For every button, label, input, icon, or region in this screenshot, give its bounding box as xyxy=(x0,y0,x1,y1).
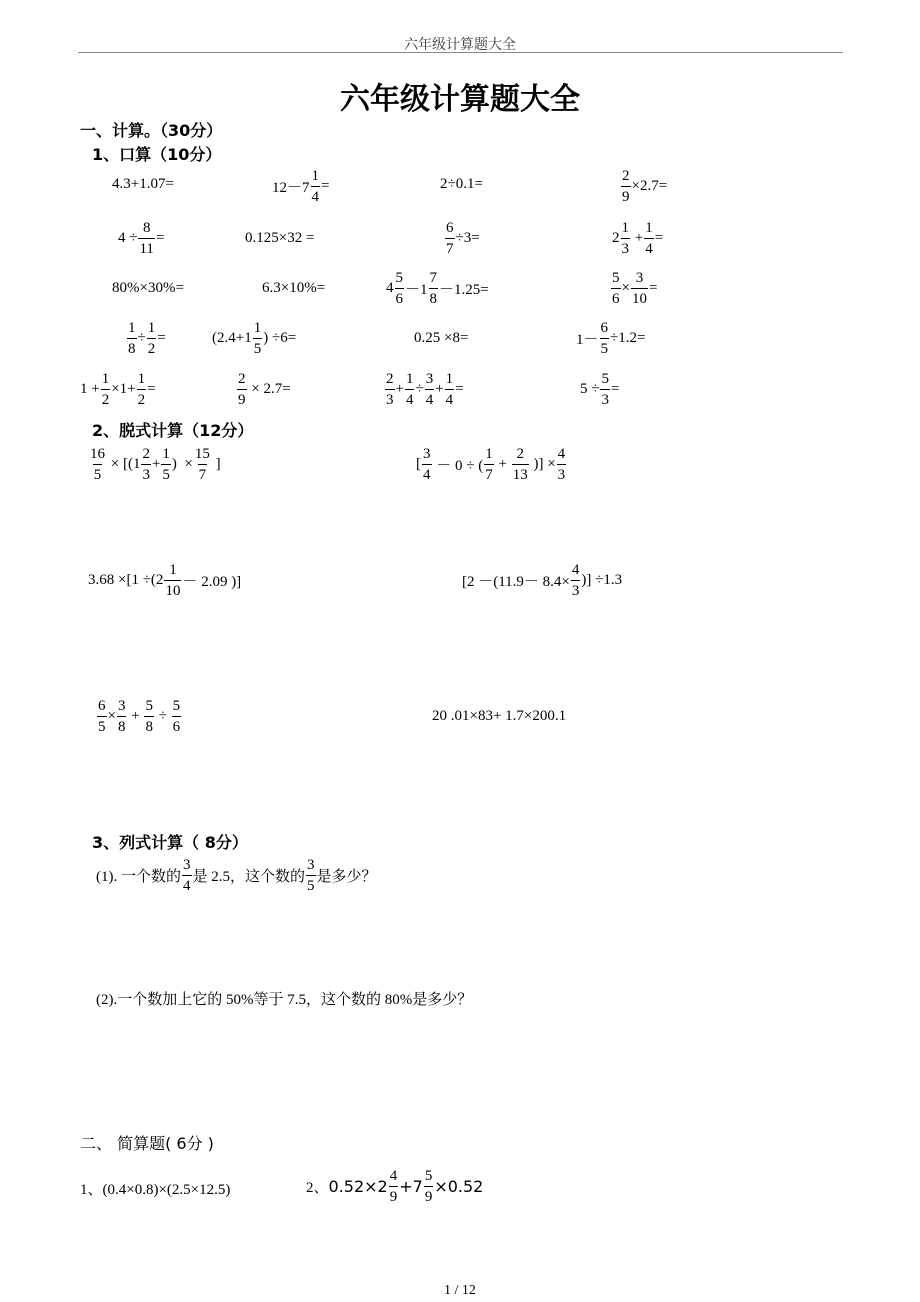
oral-item-4: $\frac{2}{9}$ ×2.7= xyxy=(622,168,668,205)
oral-item-16: 1－ $\frac{6}{5}$ ÷1.2= xyxy=(576,320,646,357)
oral-item-15: 0.25 ×8= xyxy=(414,330,469,346)
page-number: 1 / 12 xyxy=(444,1283,476,1298)
header-rule xyxy=(78,52,843,53)
oral-item-3: 2÷0.1= xyxy=(440,176,483,192)
oral-item-18: $\frac{2}{9}$ × 2.7= xyxy=(238,371,291,408)
oral-item-13: $\frac{1}{8}$ ÷ $\frac{1}{2}$ = xyxy=(128,320,166,357)
simplify-problem-2: 2、 0.52×2 4 9 +7 $\frac{5}{9}$ ×0.52 xyxy=(306,1168,484,1205)
word-problem-2: (2).一个数加上它的 50%等于 7.5，这个数的 80%是多少？ xyxy=(96,992,473,1008)
subsection-word-heading: 3、列式计算（ 8分） xyxy=(92,833,248,852)
oral-item-9: 80%×30%= xyxy=(112,280,184,296)
oral-item-14: (2.4+1 1 5 ) ÷6= xyxy=(212,320,297,357)
page-title: 六年级计算题大全 xyxy=(340,82,580,117)
subsection-step-heading: 2、脱式计算（12分） xyxy=(92,421,254,440)
oral-item-12: $\frac{5}{6}$ × $\frac{3}{10}$ = xyxy=(612,270,658,307)
step-expr-3: 3.68 ×[1 ÷(2 1 10 － 2.09 )] xyxy=(88,562,242,599)
oral-item-8: 2 1 3 + $\frac{1}{4}$ = xyxy=(612,220,664,257)
oral-item-17: 1 + $\frac{1}{2}$ ×1+ $\frac{1}{2}$ = xyxy=(80,371,156,408)
oral-item-5: 4 ÷ $\frac{8}{11}$ = xyxy=(118,220,165,257)
oral-item-6: 0.125×32 = xyxy=(245,230,315,246)
section-1-heading: 一、计算。（30分） xyxy=(80,121,223,140)
step-expr-2: [ 3 4 － 0 ÷ ( 1 7 + $\frac{2}{13}$ )] × $\frac{4}{3}$ xyxy=(416,446,566,483)
page-header: 六年级计算题大全 xyxy=(404,38,516,53)
oral-item-10: 6.3×10%= xyxy=(262,280,326,296)
section-2-heading: 二、 简算题( 6分 ) xyxy=(80,1134,214,1153)
oral-item-1: 4.3+1.07= xyxy=(112,176,174,192)
simplify-problem-1: 1、(0.4×0.8)×(2.5×12.5) xyxy=(80,1182,231,1198)
oral-item-19: 2 3 + $\frac{1}{4}$ ÷ $\frac{3}{4}$ + $\frac{1}{4}$ = xyxy=(386,371,464,408)
oral-item-7: $\frac{6}{7}$ ÷3= xyxy=(446,220,480,257)
step-expr-1: $\frac{16}{5}$ × [(1 2 3 + $\frac{1}{5}$ ) × $\frac{15}{7}$ ] xyxy=(90,446,221,483)
step-expr-4: [2 －(11.9－ 8.4× $\frac{4}{3}$ )] ÷1.3 xyxy=(462,562,623,599)
oral-item-20: 5 ÷ $\frac{5}{3}$ = xyxy=(580,371,620,408)
word-problem-1: (1). 一个数的 3 4 是 2.5，这个数的 3 5 是多少？ xyxy=(96,857,377,894)
oral-item-11: 4 5 6 －1 7 8 －1.25= xyxy=(386,270,489,307)
step-expr-6: 20 .01×83+ 1.7×200.1 xyxy=(432,708,567,724)
subsection-oral-heading: 1、口算（10分） xyxy=(92,145,222,164)
step-expr-5: $\frac{6}{5}$ × $\frac{3}{8}$ + $\frac{5}{8}$ ÷ $\frac{5}{6}$ xyxy=(98,698,181,735)
oral-item-2: 12－7 $\frac{1}{4}$ = xyxy=(272,168,330,205)
